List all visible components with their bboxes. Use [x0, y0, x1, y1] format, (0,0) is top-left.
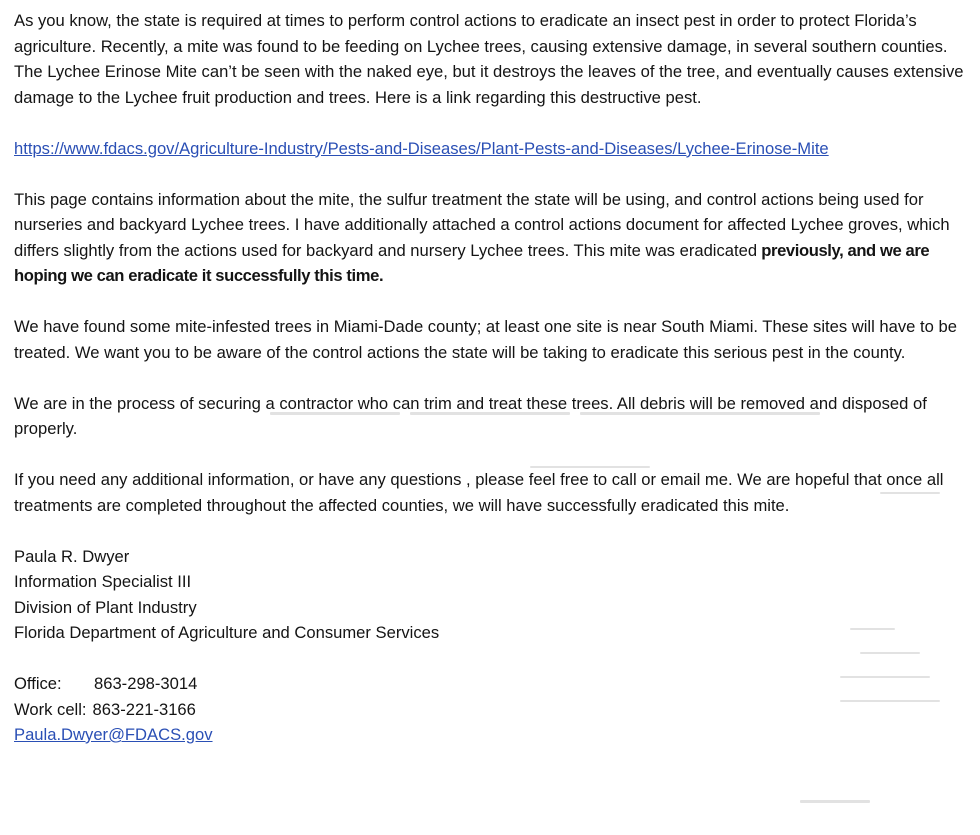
page-info-paragraph: [14, 187, 972, 289]
bleed-mark: [800, 800, 870, 803]
pest-info-link[interactable]: https://www.fdacs.gov/Agriculture-Industry/Pests-and-Diseases/Plant-Pests-and-Diseases/Lychee-Erinose-Mite: [14, 138, 829, 158]
cell-label: Work cell:: [14, 699, 87, 719]
email-link[interactable]: Paula.Dwyer@FDACS.gov: [14, 725, 213, 744]
signature-title: Information Specialist III: [14, 572, 192, 591]
link-paragraph: [14, 136, 972, 162]
intro-paragraph: As you know, the state is required at times to perform control actions to eradicate an insect pest in order to protect Florida’s agriculture. Recently, a mite was found to be feeding on Lychee trees, causing extensive damage, in several southern counties. The Lychee Erinose Mite can’t be seen with the naked eye, but it destroys the leaves of the tree, and eventually causes extensive damage to the Lychee fruit production and trees. Here is a link regarding this destructive pest.: [14, 11, 964, 107]
signature-division: Division of Plant Industry: [14, 597, 197, 617]
cell-row: [14, 697, 972, 723]
signature-name: Paula R. Dwyer: [14, 546, 130, 566]
office-row: [14, 671, 972, 697]
email-row: [14, 722, 972, 748]
signature-block: [14, 544, 972, 646]
closing-paragraph: If you need any additional information, or have any questions , please feel free to call or email me. We are hopeful that once all treatments are completed throughout the affected counties, we will have successfully eradicated this mite.: [14, 470, 944, 515]
infestation-paragraph: We have found some mite-infested trees in Miami-Dade county; at least one site is near South Miami. These sites will have to be treated. We want you to be aware of the control actions the state will be taking to eradicate this serious pest in the county.: [14, 317, 957, 362]
office-label: Office:: [14, 674, 62, 693]
contractor-paragraph: We are in the process of securing a contractor who can trim and treat these trees. All debris will be removed and disposed of properly.: [14, 393, 927, 438]
page-info-bold-text: previously, and we are hoping we can eradicate it successfully this time.: [14, 240, 930, 285]
signature-department: Florida Department of Agriculture and Consumer Services: [14, 623, 440, 642]
office-phone: 863-298-3014: [94, 674, 198, 693]
cell-phone: 863-221-3166: [92, 699, 196, 719]
contact-block: [14, 671, 972, 748]
page-info-text: This page contains information about the mite, the sulfur treatment the state will be using, and control actions being used for nurseries and backyard Lychee trees. I have additionally attached a control actions document for affected Lychee groves, which differs slightly from the actions used for backyard and nursery Lychee trees. This mite was eradicated: [14, 189, 950, 260]
letter-body: [14, 8, 972, 748]
